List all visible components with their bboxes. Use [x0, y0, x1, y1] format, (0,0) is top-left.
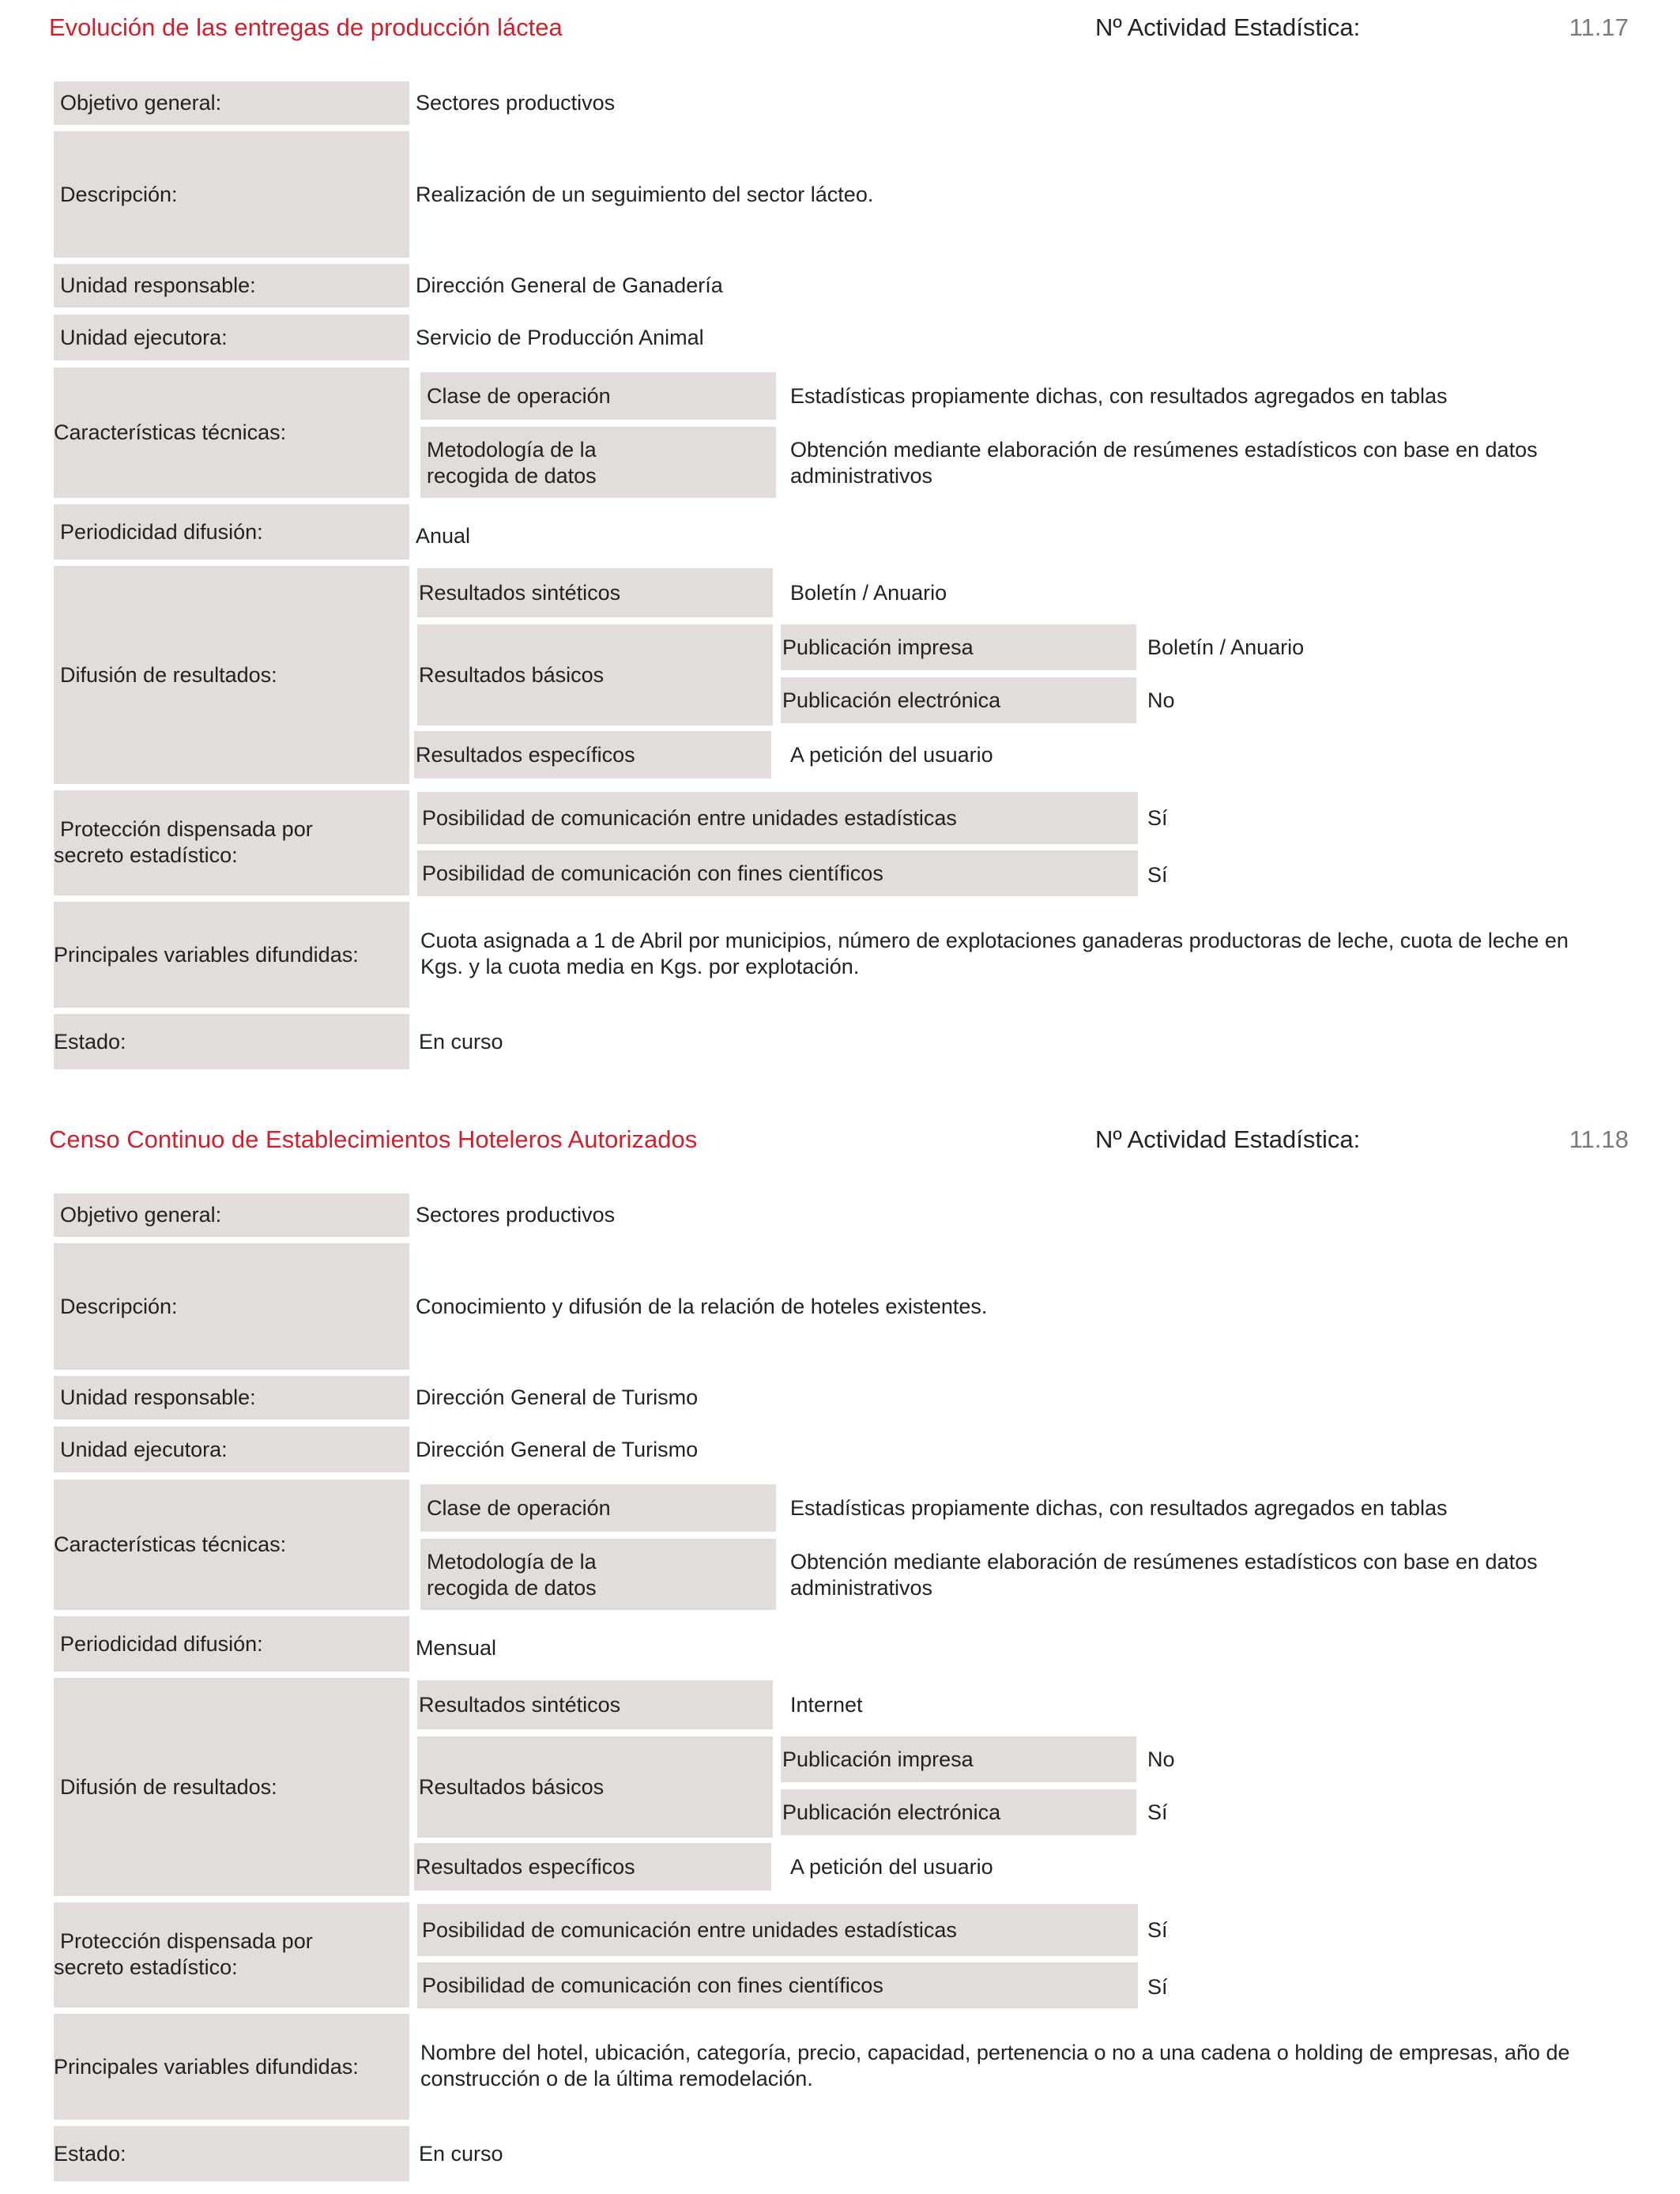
estado-value: En curso — [419, 2141, 503, 2166]
publicacion-electronica-label: Publicación electrónica — [782, 688, 1001, 712]
publicacion-impresa-label: Publicación impresa — [782, 1747, 974, 1771]
proteccion-label-line: secreto estadístico: — [54, 843, 238, 867]
metodologia-label — [427, 1549, 597, 1601]
resultados-sinteticos-label: Resultados sintéticos — [419, 580, 621, 605]
resultados-especificos-value: A petición del usuario — [790, 742, 993, 767]
variables-value-line: Kgs. y la cuota media en Kgs. por explotación. — [420, 955, 860, 978]
descripcion-label: Descripción: — [60, 1294, 178, 1318]
metodologia-value-line: administrativos — [790, 464, 933, 488]
proteccion-label-line: Protección dispensada por — [60, 1929, 313, 1953]
activity-section-2 — [0, 1112, 1680, 2194]
unidad-ejecutora-label: Unidad ejecutora: — [60, 325, 228, 349]
proteccion-label — [54, 1928, 313, 1981]
unidad-ejecutora-value: Dirección General de Turismo — [416, 1437, 699, 1461]
publicacion-impresa-value: Boletín / Anuario — [1147, 635, 1305, 659]
estado-value: En curso — [419, 1029, 503, 1054]
com-unidades-value: Sí — [1147, 1917, 1168, 1942]
clase-operacion-value: Estadísticas propiamente dichas, con resultados agregados en tablas — [790, 383, 1448, 408]
resultados-especificos-value: A petición del usuario — [790, 1854, 993, 1879]
estado-label: Estado: — [54, 1029, 126, 1054]
resultados-sinteticos-value: Boletín / Anuario — [790, 580, 947, 605]
activity-number-label: Nº Actividad Estadística: — [1095, 1125, 1361, 1153]
metodologia-label-line: Metodología de la — [427, 438, 597, 462]
com-cientificos-label: Posibilidad de comunicación con fines científicos — [422, 861, 883, 885]
publicacion-impresa-label: Publicación impresa — [782, 635, 974, 659]
unidad-responsable-value: Dirección General de Ganadería — [416, 273, 723, 297]
unidad-responsable-label: Unidad responsable: — [60, 273, 256, 297]
difusion-label: Difusión de resultados: — [60, 662, 277, 687]
clase-operacion-value: Estadísticas propiamente dichas, con resultados agregados en tablas — [790, 1495, 1448, 1520]
metodologia-value — [790, 1549, 1538, 1601]
publicacion-impresa-value: No — [1147, 1747, 1175, 1771]
proteccion-label — [54, 816, 313, 869]
caracteristicas-label: Características técnicas: — [54, 1532, 287, 1556]
publicacion-electronica-label: Publicación electrónica — [782, 1800, 1001, 1824]
unidad-ejecutora-label: Unidad ejecutora: — [60, 1437, 228, 1461]
resultados-sinteticos-label: Resultados sintéticos — [419, 1692, 621, 1717]
resultados-especificos-label: Resultados específicos — [416, 1854, 635, 1879]
metodologia-value — [790, 437, 1538, 489]
objetivo-label: Objetivo general: — [60, 91, 222, 115]
com-cientificos-value: Sí — [1147, 1974, 1168, 1999]
descripcion-value: Conocimiento y difusión de la relación de hoteles existentes. — [416, 1294, 988, 1318]
variables-value-line: construcción o de la última remodelación. — [420, 2067, 813, 2090]
unidad-responsable-value: Dirección General de Turismo — [416, 1385, 699, 1409]
unidad-ejecutora-value: Servicio de Producción Animal — [416, 325, 704, 349]
variables-value — [420, 2040, 1637, 2092]
periodicidad-value: Mensual — [416, 1635, 497, 1660]
estado-label: Estado: — [54, 2141, 126, 2166]
periodicidad-label: Periodicidad difusión: — [60, 1631, 263, 1656]
objetivo-label: Objetivo general: — [60, 1203, 222, 1227]
resultados-especificos-label: Resultados específicos — [416, 742, 635, 767]
metodologia-label-line: recogida de datos — [427, 1576, 597, 1600]
variables-label: Principales variables difundidas: — [54, 2054, 359, 2079]
resultados-basicos-label: Resultados básicos — [419, 1774, 605, 1799]
metodologia-value-line: administrativos — [790, 1576, 933, 1600]
descripcion-value: Realización de un seguimiento del sector lácteo. — [416, 182, 874, 206]
objetivo-value: Sectores productivos — [416, 1203, 616, 1227]
publicacion-electronica-value: No — [1147, 688, 1175, 712]
publicacion-electronica-value: Sí — [1147, 1800, 1168, 1824]
com-unidades-label: Posibilidad de comunicación entre unidades estadísticas — [422, 805, 957, 830]
variables-value-line: Cuota asignada a 1 de Abril por municipios, número de explotaciones ganaderas productoras de leche, cuota de leche en — [420, 929, 1569, 952]
variables-value — [420, 928, 1637, 980]
proteccion-label-line: secreto estadístico: — [54, 1955, 238, 1979]
activity-title: Censo Continuo de Establecimientos Hoteleros Autorizados — [49, 1125, 698, 1153]
variables-value-line: Nombre del hotel, ubicación, categoría, precio, capacidad, pertenencia o no a una cadena o holding de empresas, año de — [420, 2041, 1570, 2064]
clase-operacion-label: Clase de operación — [427, 383, 611, 408]
com-cientificos-value: Sí — [1147, 862, 1168, 887]
com-unidades-value: Sí — [1147, 805, 1168, 830]
objetivo-value: Sectores productivos — [416, 91, 616, 115]
activity-number: 11.18 — [1569, 1125, 1629, 1153]
periodicidad-value: Anual — [416, 523, 471, 548]
metodologia-label-line: recogida de datos — [427, 464, 597, 488]
variables-label: Principales variables difundidas: — [54, 942, 359, 967]
activity-number: 11.17 — [1569, 13, 1629, 41]
com-unidades-label: Posibilidad de comunicación entre unidades estadísticas — [422, 1917, 957, 1942]
resultados-sinteticos-value: Internet — [790, 1692, 863, 1717]
clase-operacion-label: Clase de operación — [427, 1495, 611, 1520]
descripcion-label: Descripción: — [60, 182, 178, 206]
metodologia-value-line: Obtención mediante elaboración de resúmenes estadísticos con base en datos — [790, 438, 1538, 462]
activity-number-label: Nº Actividad Estadística: — [1095, 13, 1361, 41]
difusion-label: Difusión de resultados: — [60, 1774, 277, 1799]
metodologia-label-line: Metodología de la — [427, 1550, 597, 1574]
periodicidad-label: Periodicidad difusión: — [60, 519, 263, 544]
metodologia-label — [427, 437, 597, 489]
metodologia-value-line: Obtención mediante elaboración de resúmenes estadísticos con base en datos — [790, 1550, 1538, 1574]
com-cientificos-label: Posibilidad de comunicación con fines científicos — [422, 1973, 883, 1997]
proteccion-label-line: Protección dispensada por — [60, 817, 313, 841]
activity-title: Evolución de las entregas de producción láctea — [49, 13, 563, 41]
resultados-basicos-label: Resultados básicos — [419, 662, 605, 687]
caracteristicas-label: Características técnicas: — [54, 420, 287, 444]
unidad-responsable-label: Unidad responsable: — [60, 1385, 256, 1409]
